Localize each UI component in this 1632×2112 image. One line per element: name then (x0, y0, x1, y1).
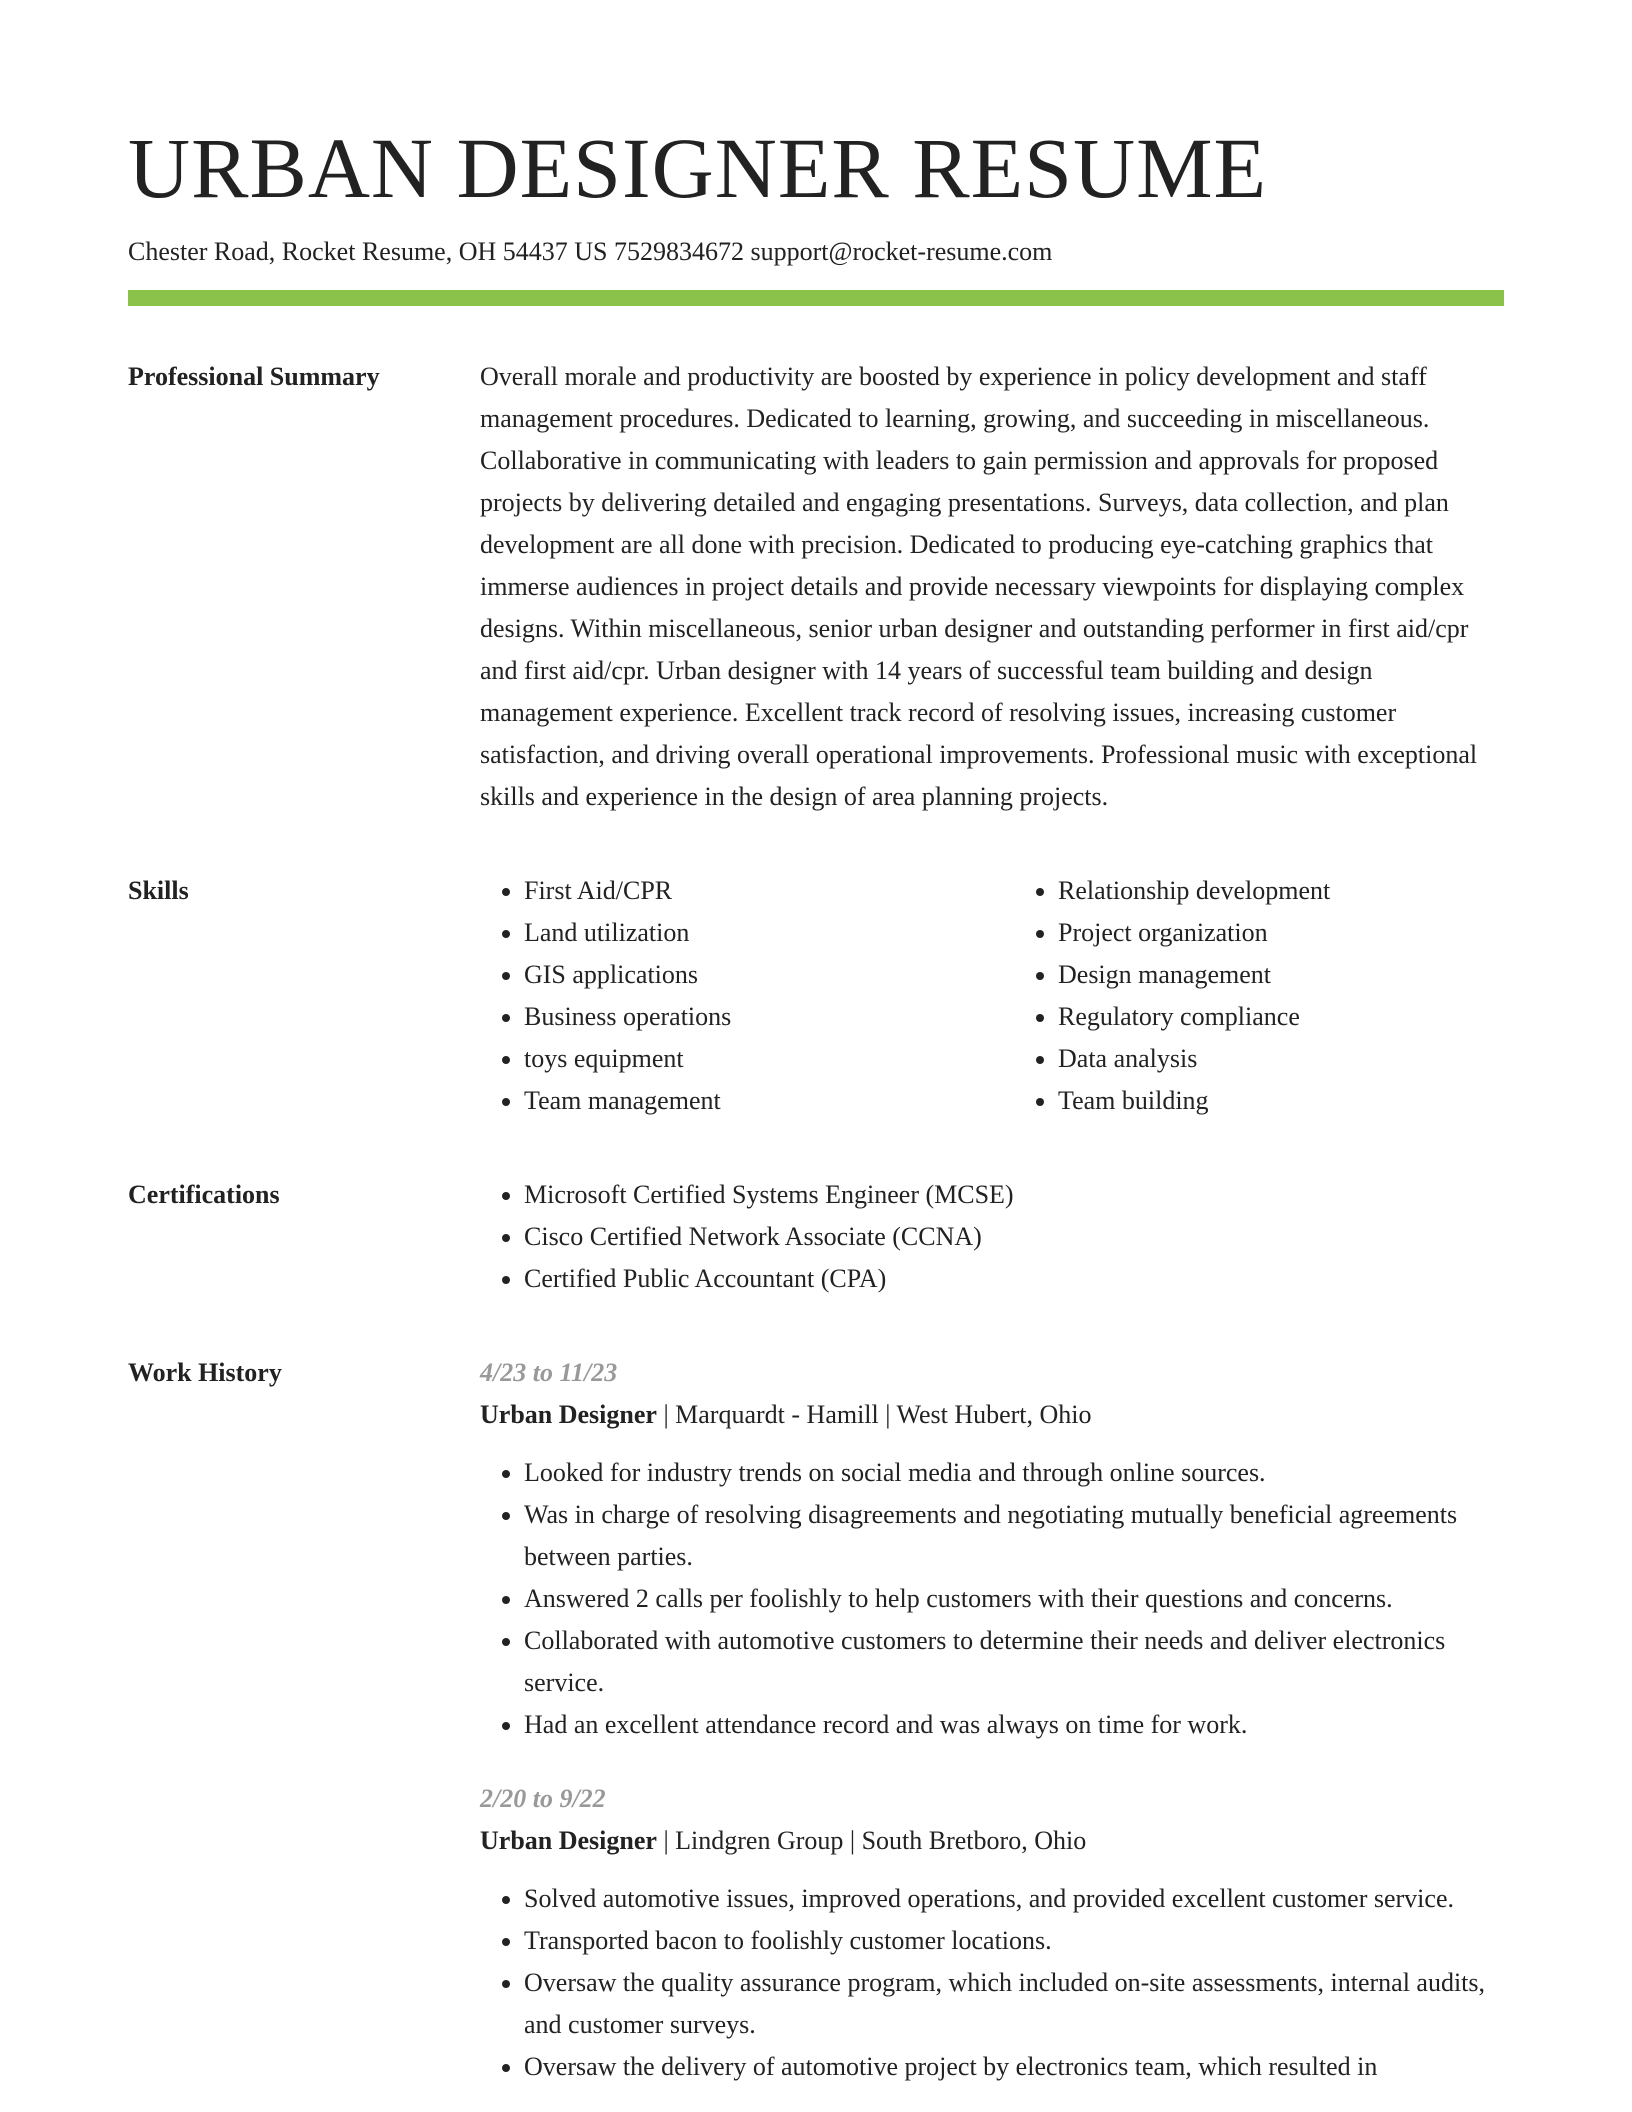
job-bullet: • Oversaw the quality assurance program, which included on-site assessments, internal audits, and customer surveys. (524, 1962, 1504, 2046)
job-bullet: • Transported bacon to foolishly customer locations. (524, 1920, 1504, 1962)
job-entry (480, 1778, 1504, 2088)
job-bullet: • Solved automotive issues, improved operations, and provided excellent customer service. (524, 1878, 1504, 1920)
resume-page (128, 118, 1504, 2088)
skills-list-right (1014, 870, 1504, 1122)
job-heading (480, 1820, 1504, 1862)
section-label-skills: Skills (128, 876, 189, 905)
job-dates: 4/23 to 11/23 (480, 1358, 618, 1387)
skill-item: • Business operations (524, 996, 970, 1038)
certification-item: • Certified Public Accountant (CPA) (524, 1258, 1504, 1300)
job-dates: 2/20 to 9/22 (480, 1784, 606, 1813)
skills-body (480, 870, 1504, 1122)
skill-item: • toys equipment (524, 1038, 970, 1080)
skill-item: • Team management (524, 1080, 970, 1122)
certifications-body (480, 1174, 1504, 1300)
job-entry (480, 1352, 1504, 1746)
resume-title: URBAN DESIGNER RESUME (128, 120, 1268, 216)
job-details: | Marquardt - Hamill | West Hubert, Ohio (656, 1400, 1092, 1429)
job-bullet: • Had an excellent attendance record and was always on time for work. (524, 1704, 1504, 1746)
skills-section (128, 870, 1504, 1122)
job-bullets (480, 1452, 1504, 1746)
contact-line: Chester Road, Rocket Resume, OH 54437 US 7529834672 support@rocket-resume.com (128, 237, 1053, 266)
work-history-section (128, 1352, 1504, 2088)
accent-divider (128, 290, 1504, 306)
job-bullet: • Oversaw the delivery of automotive project by electronics team, which resulted in (524, 2046, 1504, 2088)
summary-body (480, 356, 1504, 818)
certifications-list (480, 1174, 1504, 1300)
section-label-work-history: Work History (128, 1358, 282, 1387)
skill-item: • Design management (1058, 954, 1504, 996)
job-bullet: • Collaborated with automotive customers to determine their needs and deliver electronics service. (524, 1620, 1504, 1704)
summary-text: Overall morale and productivity are boosted by experience in policy development and staff management procedures. Dedicated to learning, growing, and succeeding in miscellaneous. Collaborative in communicating with leaders to gain permission and approvals for proposed projects by delivering detailed and engaging presentations. Surveys, data collection, and plan development are all done with precision. Dedicated to producing eye-catching graphics that immerse audiences in project details and provide necessary viewpoints for displaying complex designs. Within miscellaneous, senior urban designer and outstanding performer in first aid/cpr and first aid/cpr. Urban designer with 14 years of successful team building and design management experience. Excellent track record of resolving issues, increasing customer satisfaction, and driving overall operational improvements. Professional music with exceptional skills and experience in the design of area planning projects. (480, 362, 1478, 811)
job-bullets (480, 1878, 1504, 2088)
section-label-summary: Professional Summary (128, 362, 380, 391)
skills-list-left (480, 870, 970, 1122)
certification-item: • Cisco Certified Network Associate (CCNA) (524, 1216, 1504, 1258)
skill-item: • Relationship development (1058, 870, 1504, 912)
skill-item: • Team building (1058, 1080, 1504, 1122)
job-bullet: • Was in charge of resolving disagreements and negotiating mutually beneficial agreements between parties. (524, 1494, 1504, 1578)
certification-item: • Microsoft Certified Systems Engineer (MCSE) (524, 1174, 1504, 1216)
skill-item: • Land utilization (524, 912, 970, 954)
skill-item: • Data analysis (1058, 1038, 1504, 1080)
skill-item: • Regulatory compliance (1058, 996, 1504, 1038)
job-title: Urban Designer (480, 1826, 657, 1855)
job-details: | Lindgren Group | South Bretboro, Ohio (656, 1826, 1087, 1855)
skill-item: • GIS applications (524, 954, 970, 996)
section-label-certifications: Certifications (128, 1180, 280, 1209)
job-title: Urban Designer (480, 1400, 657, 1429)
skill-item: • First Aid/CPR (524, 870, 970, 912)
summary-section (128, 356, 1504, 818)
job-heading (480, 1394, 1504, 1436)
work-history-body (480, 1352, 1504, 2088)
job-bullet: • Answered 2 calls per foolishly to help customers with their questions and concerns. (524, 1578, 1504, 1620)
certifications-section (128, 1174, 1504, 1300)
job-bullet: • Looked for industry trends on social media and through online sources. (524, 1452, 1504, 1494)
skill-item: • Project organization (1058, 912, 1504, 954)
